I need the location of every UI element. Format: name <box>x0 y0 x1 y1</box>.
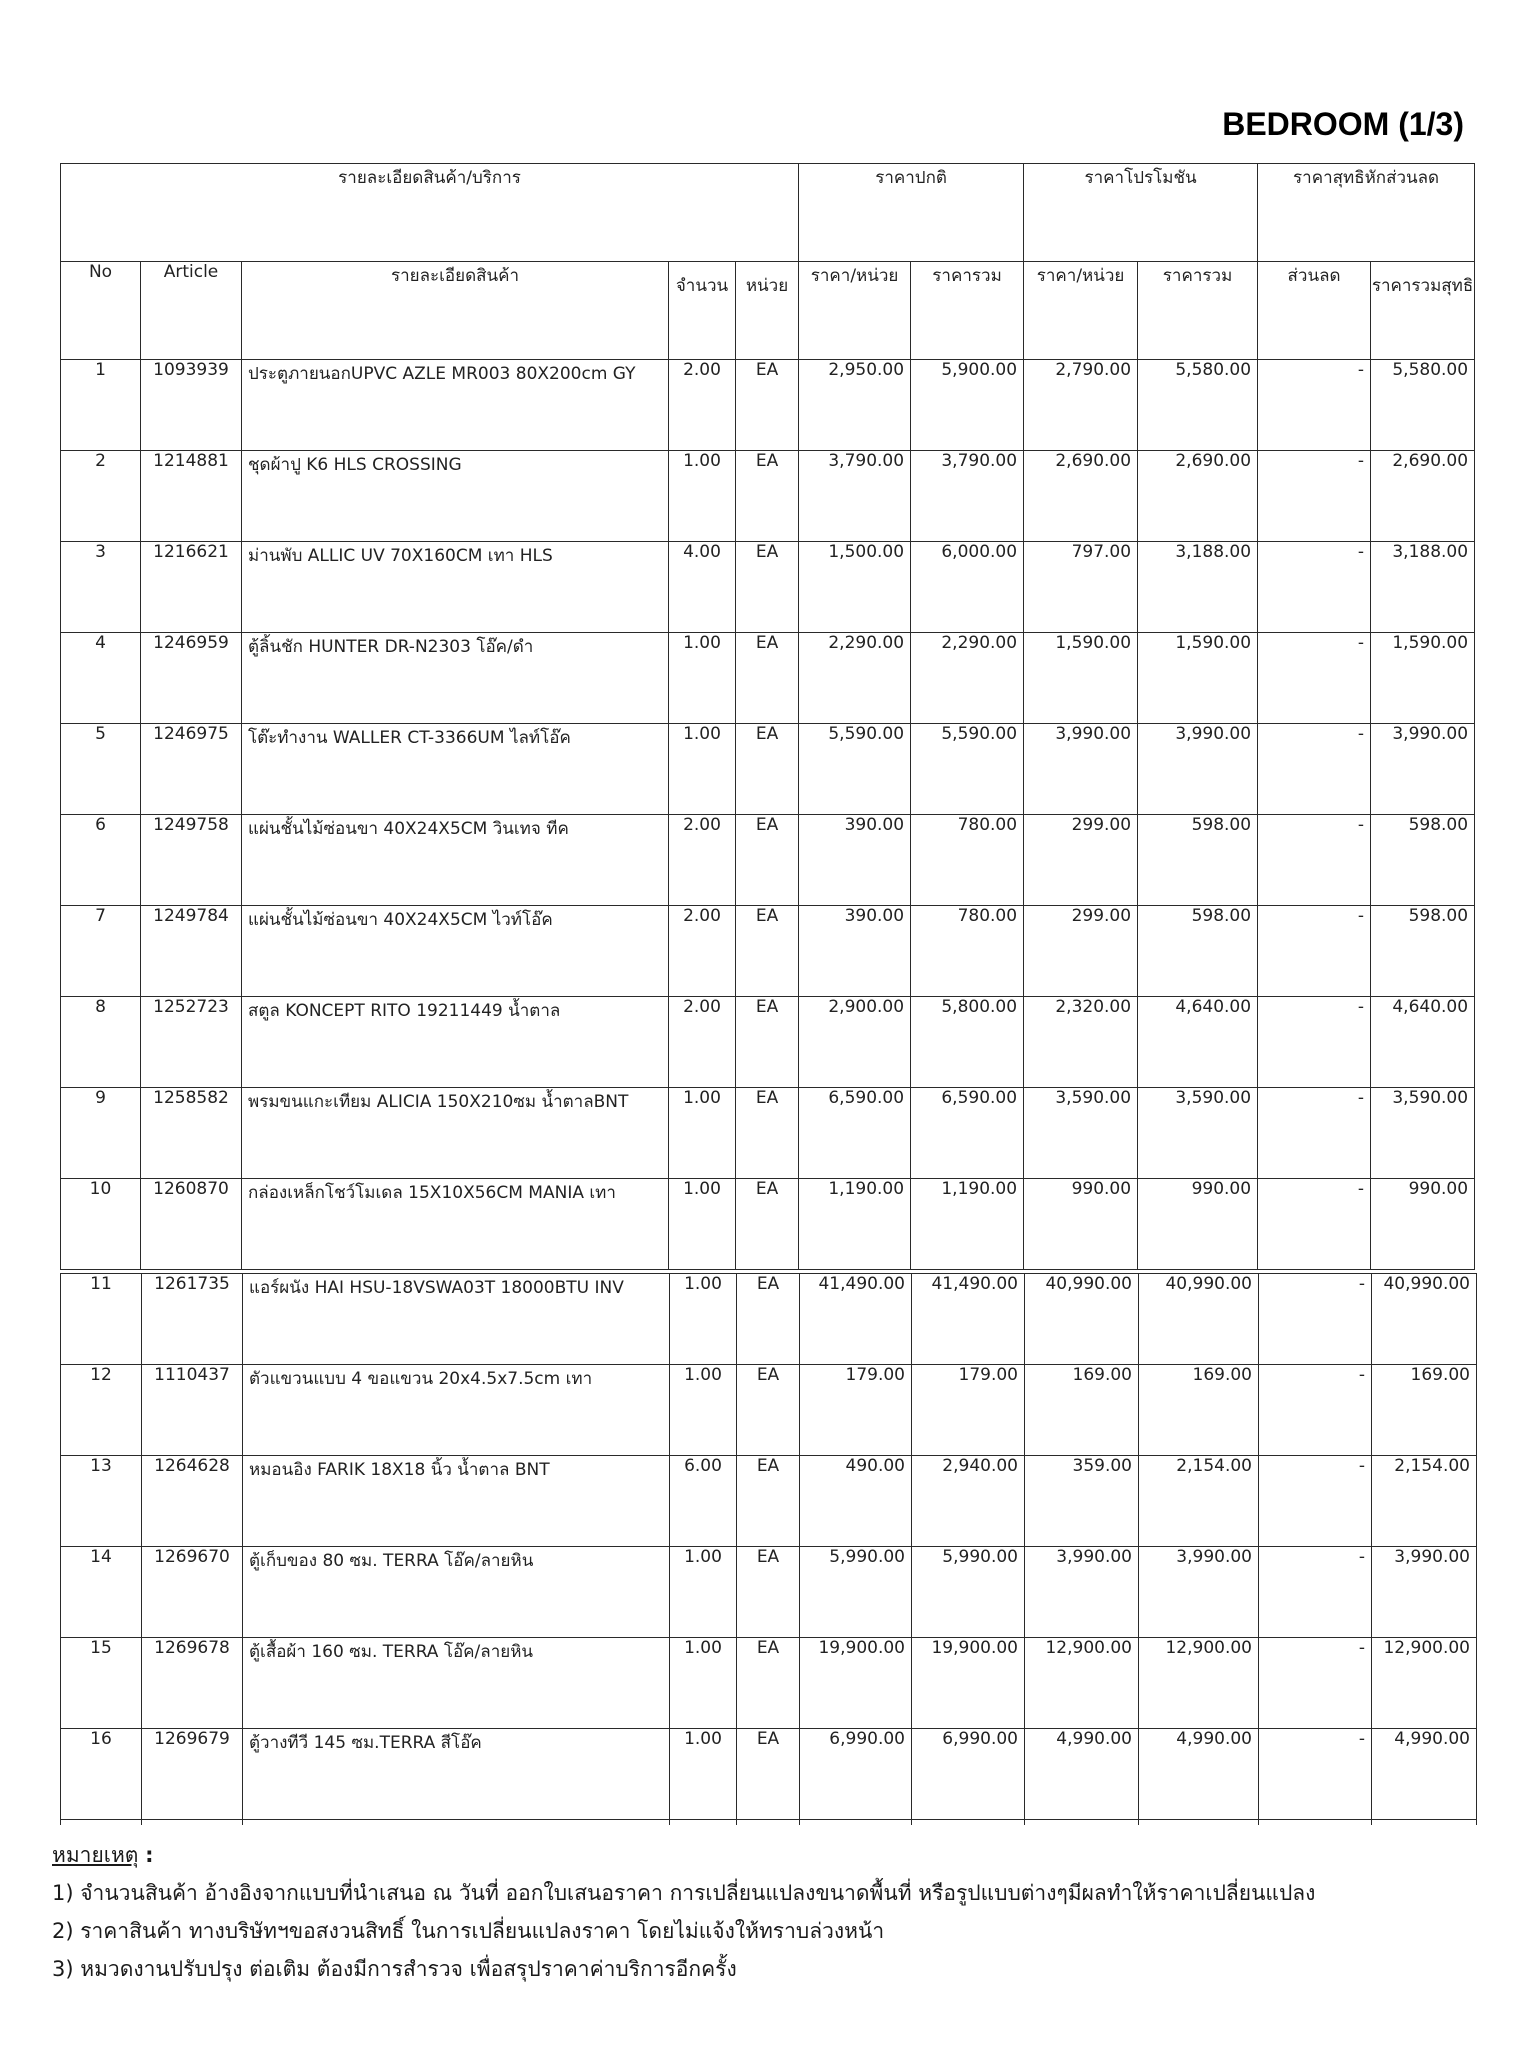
cell-net-total: 4,640.00 <box>1371 997 1475 1088</box>
cell-empty <box>1025 1820 1139 1826</box>
cell-no: 9 <box>61 1088 141 1179</box>
cell-description: ชุดผ้าปู K6 HLS CROSSING <box>242 451 669 542</box>
cell-qty: 1.00 <box>670 1638 737 1729</box>
cell-discount: - <box>1258 1088 1371 1179</box>
cell-unit: EA <box>737 1729 800 1820</box>
cell-net-total: 598.00 <box>1371 906 1475 997</box>
cell-unit-price: 41,490.00 <box>800 1274 912 1365</box>
cell-promo-total: 4,640.00 <box>1138 997 1258 1088</box>
cell-empty <box>142 1820 243 1826</box>
cell-description: ม่านพับ ALLIC UV 70X160CM เทา HLS <box>242 542 669 633</box>
cell-total: 5,800.00 <box>911 997 1024 1088</box>
cell-empty <box>912 1820 1025 1826</box>
cell-article: 1093939 <box>141 360 242 451</box>
column-header-description: รายละเอียดสินค้า <box>242 262 669 360</box>
cell-total: 780.00 <box>911 815 1024 906</box>
cell-unit-price: 5,590.00 <box>799 724 911 815</box>
cell-promo-unit-price: 2,320.00 <box>1024 997 1138 1088</box>
cell-unit-price: 1,500.00 <box>799 542 911 633</box>
cell-qty: 1.00 <box>669 633 736 724</box>
cell-total: 3,790.00 <box>911 451 1024 542</box>
cell-unit-price: 490.00 <box>800 1456 912 1547</box>
cell-promo-total: 40,990.00 <box>1139 1274 1259 1365</box>
cell-net-total: 990.00 <box>1371 1179 1475 1270</box>
cell-description: แผ่นชั้นไม้ซ่อนขา 40X24X5CM ไวท์โอ๊ค <box>242 906 669 997</box>
cell-promo-total: 3,990.00 <box>1139 1547 1259 1638</box>
cell-total: 41,490.00 <box>912 1274 1025 1365</box>
cell-promo-total: 3,990.00 <box>1138 724 1258 815</box>
cell-unit: EA <box>736 1088 799 1179</box>
cell-unit-price: 1,190.00 <box>799 1179 911 1270</box>
cell-promo-total: 5,580.00 <box>1138 360 1258 451</box>
column-header-qty: จำนวน <box>669 262 736 360</box>
note-item: 1) จำนวนสินค้า อ้างอิงจากแบบที่นำเสนอ ณ วันที่ ออกใบเสนอราคา การเปลี่ยนแปลงขนาดพื้นที่ หรือรูปแบบต่างๆมีผลทำให้ราคาเปลี่ยนแปลง <box>52 1881 1316 1905</box>
cell-empty <box>670 1820 737 1826</box>
quotation-table <box>60 163 1475 1270</box>
cell-description: หมอนอิง FARIK 18X18 นิ้ว น้ำตาล BNT <box>243 1456 670 1547</box>
note-item: 3) หมวดงานปรับปรุง ต่อเติม ต้องมีการสำรวจ เพื่อสรุปราคาค่าบริการอีกครั้ง <box>52 1957 737 1981</box>
cell-promo-unit-price: 169.00 <box>1025 1365 1139 1456</box>
cell-empty <box>737 1820 800 1826</box>
table-row <box>61 451 1475 542</box>
cell-unit: EA <box>736 633 799 724</box>
cell-promo-total: 2,154.00 <box>1139 1456 1259 1547</box>
cell-article: 1252723 <box>141 997 242 1088</box>
cell-unit: EA <box>736 451 799 542</box>
cell-unit: EA <box>736 724 799 815</box>
cell-no: 13 <box>61 1456 142 1547</box>
cell-no: 5 <box>61 724 141 815</box>
cell-article: 1269670 <box>142 1547 243 1638</box>
table-row <box>61 1088 1475 1179</box>
cell-net-total: 3,990.00 <box>1371 724 1475 815</box>
cell-promo-unit-price: 2,790.00 <box>1024 360 1138 451</box>
cell-description: ตู้เก็บของ 80 ซม. TERRA โอ๊ค/ลายหิน <box>243 1547 670 1638</box>
cell-unit: EA <box>736 360 799 451</box>
cell-discount: - <box>1259 1729 1372 1820</box>
table-row <box>61 724 1475 815</box>
cell-unit: EA <box>737 1274 800 1365</box>
cell-unit-price: 390.00 <box>799 906 911 997</box>
cell-net-total: 2,690.00 <box>1371 451 1475 542</box>
cell-discount: - <box>1258 633 1371 724</box>
cell-unit: EA <box>737 1547 800 1638</box>
cell-promo-unit-price: 2,690.00 <box>1024 451 1138 542</box>
cell-discount: - <box>1258 906 1371 997</box>
table-row <box>61 542 1475 633</box>
cell-promo-unit-price: 359.00 <box>1025 1456 1139 1547</box>
cell-no: 4 <box>61 633 141 724</box>
quotation-table-continued <box>60 1273 1477 1825</box>
cell-qty: 1.00 <box>670 1365 737 1456</box>
cell-net-total: 2,154.00 <box>1372 1456 1477 1547</box>
cell-no: 11 <box>61 1274 142 1365</box>
cell-article: 1216621 <box>141 542 242 633</box>
cell-promo-unit-price: 40,990.00 <box>1025 1274 1139 1365</box>
cell-description: ประตูภายนอกUPVC AZLE MR003 80X200cm GY <box>242 360 669 451</box>
cell-qty: 6.00 <box>670 1456 737 1547</box>
cell-promo-unit-price: 299.00 <box>1024 815 1138 906</box>
cell-qty: 1.00 <box>669 1088 736 1179</box>
cell-article: 1249784 <box>141 906 242 997</box>
table-row <box>61 1456 1477 1547</box>
column-header-net-total: ราคารวมสุทธิ <box>1371 262 1475 360</box>
table-row-stub <box>61 1820 1477 1826</box>
cell-unit-price: 6,990.00 <box>800 1729 912 1820</box>
cell-empty <box>243 1820 670 1826</box>
cell-qty: 1.00 <box>669 1179 736 1270</box>
cell-promo-unit-price: 3,990.00 <box>1025 1547 1139 1638</box>
group-header-promo-price: ราคาโปรโมชัน <box>1024 164 1258 262</box>
cell-unit-price: 390.00 <box>799 815 911 906</box>
cell-discount: - <box>1258 542 1371 633</box>
cell-no: 10 <box>61 1179 141 1270</box>
cell-total: 179.00 <box>912 1365 1025 1456</box>
cell-discount: - <box>1258 360 1371 451</box>
cell-promo-total: 3,590.00 <box>1138 1088 1258 1179</box>
table-row <box>61 633 1475 724</box>
cell-no: 8 <box>61 997 141 1088</box>
cell-article: 1264628 <box>142 1456 243 1547</box>
page-title: BEDROOM (1/3) <box>1222 106 1464 142</box>
notes-section <box>52 1836 1315 1988</box>
cell-article: 1246975 <box>141 724 242 815</box>
cell-total: 6,590.00 <box>911 1088 1024 1179</box>
cell-no: 1 <box>61 360 141 451</box>
cell-no: 15 <box>61 1638 142 1729</box>
cell-promo-total: 12,900.00 <box>1139 1638 1259 1729</box>
cell-discount: - <box>1258 997 1371 1088</box>
group-header-regular-price: ราคาปกติ <box>799 164 1024 262</box>
cell-promo-total: 4,990.00 <box>1139 1729 1259 1820</box>
cell-no: 3 <box>61 542 141 633</box>
column-header-unit-price: ราคา/หน่วย <box>799 262 911 360</box>
table-row <box>61 1729 1477 1820</box>
cell-total: 2,290.00 <box>911 633 1024 724</box>
cell-discount: - <box>1259 1274 1372 1365</box>
table-body <box>61 360 1475 1270</box>
cell-unit-price: 19,900.00 <box>800 1638 912 1729</box>
cell-qty: 4.00 <box>669 542 736 633</box>
cell-total: 5,900.00 <box>911 360 1024 451</box>
cell-unit-price: 2,290.00 <box>799 633 911 724</box>
cell-qty: 2.00 <box>669 360 736 451</box>
cell-net-total: 3,188.00 <box>1371 542 1475 633</box>
cell-promo-unit-price: 299.00 <box>1024 906 1138 997</box>
cell-unit: EA <box>736 542 799 633</box>
cell-net-total: 598.00 <box>1371 815 1475 906</box>
cell-article: 1246959 <box>141 633 242 724</box>
cell-promo-unit-price: 797.00 <box>1024 542 1138 633</box>
cell-unit-price: 6,590.00 <box>799 1088 911 1179</box>
cell-no: 14 <box>61 1547 142 1638</box>
cell-promo-total: 2,690.00 <box>1138 451 1258 542</box>
cell-promo-unit-price: 4,990.00 <box>1025 1729 1139 1820</box>
cell-description: แผ่นชั้นไม้ซ่อนขา 40X24X5CM วินเทจ ทีค <box>242 815 669 906</box>
cell-description: สตูล KONCEPT RITO 19211449 น้ำตาล <box>242 997 669 1088</box>
cell-description: โต๊ะทำงาน WALLER CT-3366UM ไลท์โอ๊ค <box>242 724 669 815</box>
table-row <box>61 1547 1477 1638</box>
cell-total: 6,990.00 <box>912 1729 1025 1820</box>
cell-unit: EA <box>737 1365 800 1456</box>
cell-description: แอร์ผนัง HAI HSU-18VSWA03T 18000BTU INV <box>243 1274 670 1365</box>
table-row <box>61 997 1475 1088</box>
cell-discount: - <box>1259 1638 1372 1729</box>
cell-total: 1,190.00 <box>911 1179 1024 1270</box>
cell-empty <box>1259 1820 1372 1826</box>
cell-no: 12 <box>61 1365 142 1456</box>
cell-promo-unit-price: 1,590.00 <box>1024 633 1138 724</box>
cell-net-total: 12,900.00 <box>1372 1638 1477 1729</box>
cell-promo-unit-price: 12,900.00 <box>1025 1638 1139 1729</box>
cell-qty: 1.00 <box>669 724 736 815</box>
cell-description: กล่องเหล็กโชว์โมเดล 15X10X56CM MANIA เทา <box>242 1179 669 1270</box>
cell-promo-unit-price: 990.00 <box>1024 1179 1138 1270</box>
column-header-discount: ส่วนลด <box>1258 262 1371 360</box>
cell-qty: 1.00 <box>669 451 736 542</box>
cell-promo-total: 169.00 <box>1139 1365 1259 1456</box>
cell-article: 1258582 <box>141 1088 242 1179</box>
cell-discount: - <box>1258 815 1371 906</box>
cell-unit: EA <box>736 906 799 997</box>
note-item: 2) ราคาสินค้า ทางบริษัทฯขอสงวนสิทธิ์ ในการเปลี่ยนแปลงราคา โดยไม่แจ้งให้ทราบล่วงหน้า <box>52 1919 885 1943</box>
cell-net-total: 40,990.00 <box>1372 1274 1477 1365</box>
cell-description: ตู้ลิ้นชัก HUNTER DR-N2303 โอ๊ค/ดำ <box>242 633 669 724</box>
column-header-unit: หน่วย <box>736 262 799 360</box>
column-header-promo-total: ราคารวม <box>1138 262 1258 360</box>
table-row <box>61 360 1475 451</box>
cell-empty <box>61 1820 142 1826</box>
cell-total: 5,590.00 <box>911 724 1024 815</box>
notes-colon: : <box>145 1843 154 1867</box>
cell-unit-price: 5,990.00 <box>800 1547 912 1638</box>
cell-discount: - <box>1259 1547 1372 1638</box>
column-header-no: No <box>61 262 141 360</box>
cell-net-total: 1,590.00 <box>1371 633 1475 724</box>
cell-article: 1214881 <box>141 451 242 542</box>
cell-total: 780.00 <box>911 906 1024 997</box>
cell-net-total: 4,990.00 <box>1372 1729 1477 1820</box>
cell-unit-price: 179.00 <box>800 1365 912 1456</box>
column-header-total: ราคารวม <box>911 262 1024 360</box>
group-header-net-price: ราคาสุทธิหักส่วนลด <box>1258 164 1475 262</box>
cell-no: 6 <box>61 815 141 906</box>
cell-qty: 2.00 <box>669 997 736 1088</box>
cell-empty <box>800 1820 912 1826</box>
cell-article: 1261735 <box>142 1274 243 1365</box>
cell-net-total: 3,590.00 <box>1371 1088 1475 1179</box>
cell-discount: - <box>1259 1456 1372 1547</box>
cell-promo-total: 1,590.00 <box>1138 633 1258 724</box>
cell-article: 1269678 <box>142 1638 243 1729</box>
cell-unit-price: 2,950.00 <box>799 360 911 451</box>
group-header-details: รายละเอียดสินค้า/บริการ <box>61 164 799 262</box>
cell-unit: EA <box>737 1638 800 1729</box>
cell-no: 7 <box>61 906 141 997</box>
column-header-promo-unit-price: ราคา/หน่วย <box>1024 262 1138 360</box>
cell-description: ตัวแขวนแบบ 4 ขอแขวน 20x4.5x7.5cm เทา <box>243 1365 670 1456</box>
notes-title: หมายเหตุ <box>52 1843 139 1867</box>
cell-description: ตู้วางทีวี 145 ซม.TERRA สีโอ๊ค <box>243 1729 670 1820</box>
cell-promo-unit-price: 3,990.00 <box>1024 724 1138 815</box>
cell-qty: 2.00 <box>669 906 736 997</box>
cell-no: 16 <box>61 1729 142 1820</box>
cell-promo-total: 598.00 <box>1138 906 1258 997</box>
cell-total: 6,000.00 <box>911 542 1024 633</box>
cell-net-total: 169.00 <box>1372 1365 1477 1456</box>
cell-net-total: 3,990.00 <box>1372 1547 1477 1638</box>
table-body-continued <box>61 1274 1477 1826</box>
cell-unit: EA <box>737 1456 800 1547</box>
cell-article: 1260870 <box>141 1179 242 1270</box>
cell-total: 19,900.00 <box>912 1638 1025 1729</box>
cell-total: 5,990.00 <box>912 1547 1025 1638</box>
cell-unit: EA <box>736 997 799 1088</box>
cell-no: 2 <box>61 451 141 542</box>
cell-qty: 1.00 <box>670 1274 737 1365</box>
table-row <box>61 815 1475 906</box>
cell-discount: - <box>1258 451 1371 542</box>
table-row <box>61 1274 1477 1365</box>
cell-qty: 2.00 <box>669 815 736 906</box>
table-row <box>61 1638 1477 1729</box>
cell-empty <box>1139 1820 1259 1826</box>
cell-promo-total: 3,188.00 <box>1138 542 1258 633</box>
cell-unit-price: 3,790.00 <box>799 451 911 542</box>
cell-unit: EA <box>736 1179 799 1270</box>
table-row <box>61 906 1475 997</box>
cell-promo-unit-price: 3,590.00 <box>1024 1088 1138 1179</box>
cell-article: 1110437 <box>142 1365 243 1456</box>
cell-discount: - <box>1259 1365 1372 1456</box>
cell-discount: - <box>1258 1179 1371 1270</box>
cell-promo-total: 990.00 <box>1138 1179 1258 1270</box>
cell-unit-price: 2,900.00 <box>799 997 911 1088</box>
cell-unit: EA <box>736 815 799 906</box>
cell-qty: 1.00 <box>670 1547 737 1638</box>
notes-heading <box>52 1836 1315 1874</box>
cell-description: ตู้เสื้อผ้า 160 ซม. TERRA โอ๊ค/ลายหิน <box>243 1638 670 1729</box>
cell-empty <box>1372 1820 1477 1826</box>
table-row <box>61 1179 1475 1270</box>
cell-total: 2,940.00 <box>912 1456 1025 1547</box>
cell-discount: - <box>1258 724 1371 815</box>
cell-article: 1249758 <box>141 815 242 906</box>
column-header-article: Article <box>141 262 242 360</box>
cell-net-total: 5,580.00 <box>1371 360 1475 451</box>
cell-description: พรมขนแกะเทียม ALICIA 150X210ซม น้ำตาลBNT <box>242 1088 669 1179</box>
cell-qty: 1.00 <box>670 1729 737 1820</box>
cell-promo-total: 598.00 <box>1138 815 1258 906</box>
table-row <box>61 1365 1477 1456</box>
cell-article: 1269679 <box>142 1729 243 1820</box>
